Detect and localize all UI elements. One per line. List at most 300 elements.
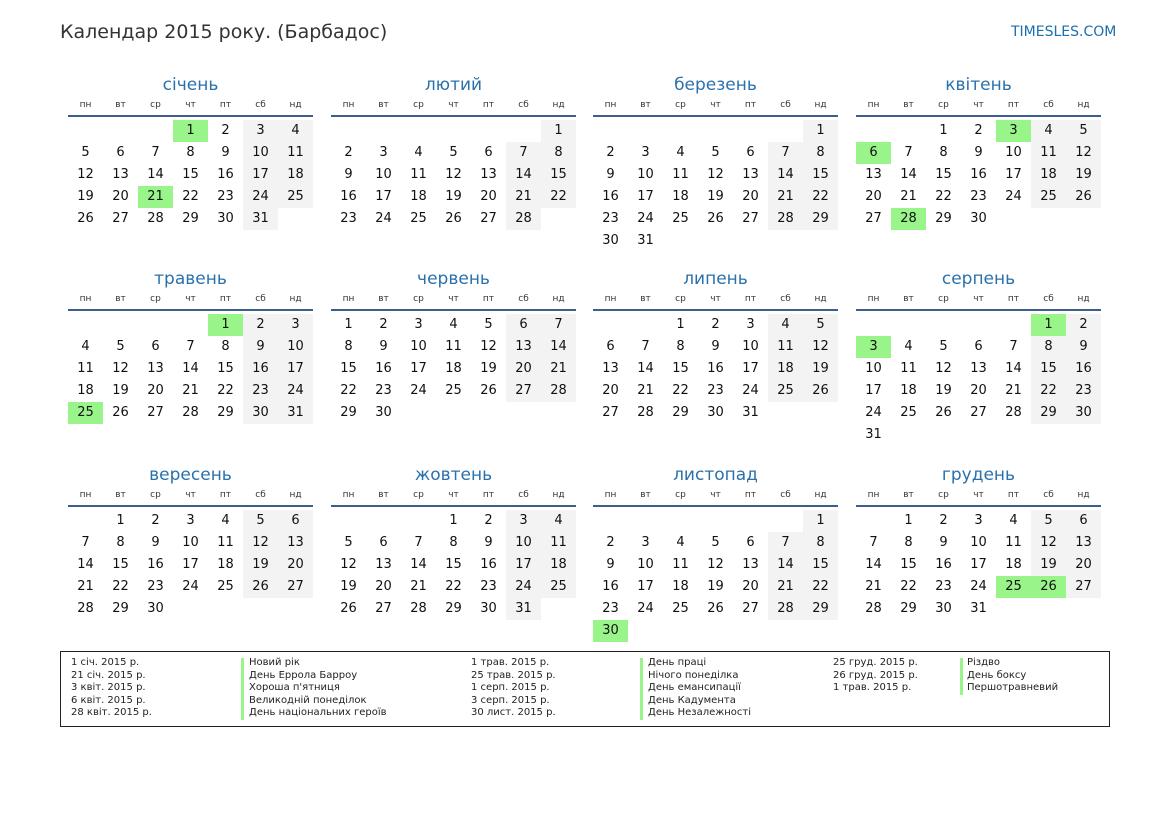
holiday-legend	[60, 651, 1110, 727]
weekday-label: нд	[289, 294, 302, 304]
day-cell: 29	[803, 208, 838, 230]
holiday-day-cell: 21	[138, 186, 173, 208]
day-cell: 12	[243, 532, 278, 554]
weekday-header	[331, 294, 576, 308]
day-cell: 20	[480, 189, 497, 204]
legend-date: 1 трав. 2015 р.	[471, 657, 550, 668]
legend-date: 6 квіт. 2015 р.	[71, 694, 146, 706]
day-cell: 9	[974, 145, 983, 160]
month-divider	[856, 505, 1101, 507]
month-divider	[68, 309, 313, 311]
day-cell: 3	[974, 513, 983, 528]
day-cell: 19	[707, 579, 724, 594]
day-cell: 2	[221, 123, 230, 138]
weekday-label: ср	[938, 294, 949, 304]
day-cell: 10	[742, 339, 759, 354]
day-cell: 11	[77, 361, 94, 376]
day-cell: 9	[243, 336, 278, 358]
legend-date: 21 січ. 2015 р.	[71, 669, 146, 681]
weekday-label: сб	[255, 490, 266, 500]
day-cell: 21	[637, 383, 654, 398]
day-cell: 12	[1031, 532, 1066, 554]
day-cell: 22	[340, 383, 357, 398]
legend-date: 3 серп. 2015 р.	[471, 694, 550, 706]
day-cell: 3	[278, 314, 313, 336]
day-cell: 15	[672, 361, 689, 376]
day-cell: 5	[1031, 510, 1066, 532]
holiday-day-cell: 25	[996, 576, 1031, 598]
weekday-label: вт	[378, 100, 389, 110]
legend-holiday-name: День національних героїв	[249, 707, 387, 719]
day-cell: 24	[182, 579, 199, 594]
day-cell: 8	[541, 142, 576, 164]
day-cell: 26	[803, 380, 838, 402]
month-divider	[593, 505, 838, 507]
weekday-label: пн	[342, 294, 355, 304]
day-cell: 17	[375, 189, 392, 204]
day-cell: 14	[768, 554, 803, 576]
day-cell: 10	[375, 167, 392, 182]
day-cell: 18	[1031, 164, 1066, 186]
day-cell: 9	[711, 339, 720, 354]
holiday-day-cell: 25	[68, 402, 103, 424]
legend-marker-3	[960, 658, 963, 695]
weekday-label: пт	[744, 294, 757, 304]
day-cell: 7	[151, 145, 160, 160]
day-cell: 8	[1031, 336, 1066, 358]
day-cell: 31	[865, 427, 882, 442]
day-cell: 7	[186, 339, 195, 354]
weekday-label: ср	[413, 100, 424, 110]
month-name: червень	[417, 269, 490, 289]
weekday-label: пт	[219, 490, 232, 500]
weekday-header	[68, 100, 313, 114]
day-cell: 22	[803, 186, 838, 208]
day-cell: 21	[541, 358, 576, 380]
day-cell: 4	[1009, 513, 1018, 528]
day-cell: 20	[1066, 554, 1101, 576]
day-cell: 10	[637, 557, 654, 572]
day-cell: 29	[1031, 402, 1066, 424]
day-cell: 12	[1066, 142, 1101, 164]
day-cell: 18	[1005, 557, 1022, 572]
day-cell: 23	[375, 383, 392, 398]
weekday-label: ср	[413, 294, 424, 304]
weekday-label: нд	[552, 100, 565, 110]
day-cell: 13	[506, 336, 541, 358]
day-cell: 10	[637, 167, 654, 182]
weekday-label: чт	[710, 100, 721, 110]
day-cell: 10	[1005, 145, 1022, 160]
day-cell: 18	[445, 361, 462, 376]
day-cell: 22	[672, 383, 689, 398]
day-cell: 29	[935, 211, 952, 226]
month-name: серпень	[941, 269, 1016, 289]
day-cell: 6	[974, 339, 983, 354]
day-cell: 11	[768, 336, 803, 358]
weekday-label: ср	[938, 490, 949, 500]
day-cell: 4	[904, 339, 913, 354]
legend-date: 25 трав. 2015 р.	[471, 669, 556, 681]
day-cell: 2	[606, 535, 615, 550]
legend-holiday-name: День праці	[648, 657, 707, 668]
day-cell: 23	[602, 601, 619, 616]
legend-dates-1	[71, 657, 152, 720]
day-cell: 15	[182, 167, 199, 182]
day-cell: 4	[676, 535, 685, 550]
legend-date: 25 груд. 2015 р.	[833, 657, 918, 668]
day-cell: 3	[243, 120, 278, 142]
legend-names-3	[967, 657, 1058, 695]
day-cell: 23	[707, 383, 724, 398]
legend-holiday-name: День Кадумента	[648, 694, 736, 706]
holiday-day-cell: 3	[996, 120, 1031, 142]
month-divider	[593, 309, 838, 311]
day-cell: 16	[480, 557, 497, 572]
legend-holiday-name: Хороша п'ятниця	[249, 682, 340, 694]
legend-holiday-name: Різдво	[967, 657, 1001, 668]
day-cell: 2	[344, 145, 353, 160]
day-cell: 5	[803, 314, 838, 336]
legend-holiday-name: Нічого понеділка	[648, 669, 739, 681]
day-cell: 5	[344, 535, 353, 550]
day-cell: 13	[970, 361, 987, 376]
day-cell: 23	[935, 579, 952, 594]
day-cell: 19	[445, 189, 462, 204]
day-cell: 4	[221, 513, 230, 528]
weekday-label: сб	[255, 294, 266, 304]
day-cell: 9	[344, 167, 353, 182]
day-cell: 27	[506, 380, 541, 402]
day-cell: 17	[506, 554, 541, 576]
day-cell: 10	[865, 361, 882, 376]
day-cell: 5	[81, 145, 90, 160]
holiday-day-cell: 30	[593, 620, 628, 642]
day-cell: 1	[116, 513, 125, 528]
weekday-label: пт	[744, 490, 757, 500]
weekday-label: нд	[1077, 294, 1090, 304]
day-cell: 2	[243, 314, 278, 336]
day-cell: 23	[480, 579, 497, 594]
day-cell: 12	[935, 361, 952, 376]
day-cell: 26	[480, 383, 497, 398]
day-cell: 22	[935, 189, 952, 204]
day-cell: 5	[711, 145, 720, 160]
day-cell: 28	[637, 405, 654, 420]
legend-holiday-name: Першотравневий	[967, 682, 1059, 694]
day-cell: 29	[900, 601, 917, 616]
weekday-label: нд	[289, 490, 302, 500]
day-cell: 1	[541, 120, 576, 142]
month-divider	[331, 309, 576, 311]
legend-names-2	[648, 657, 751, 720]
day-cell: 19	[77, 189, 94, 204]
month-name: грудень	[941, 465, 1016, 485]
weekday-label: вт	[903, 294, 914, 304]
weekday-label: нд	[1077, 100, 1090, 110]
day-cell: 19	[112, 383, 129, 398]
day-cell: 12	[112, 361, 129, 376]
day-cell: 18	[410, 189, 427, 204]
day-cell: 5	[116, 339, 125, 354]
weekday-label: вт	[115, 294, 126, 304]
day-cell: 10	[243, 142, 278, 164]
day-cell: 28	[147, 211, 164, 226]
day-cell: 12	[77, 167, 94, 182]
day-cell: 12	[707, 167, 724, 182]
day-cell: 25	[672, 211, 689, 226]
day-cell: 13	[375, 557, 392, 572]
legend-date: 30 лист. 2015 р.	[471, 707, 556, 719]
day-cell: 27	[602, 405, 619, 420]
day-cell: 28	[1005, 405, 1022, 420]
month-name: липень	[683, 269, 748, 289]
weekday-label: пт	[1007, 294, 1020, 304]
day-cell: 14	[147, 167, 164, 182]
day-cell: 26	[112, 405, 129, 420]
legend-date: 26 груд. 2015 р.	[833, 669, 918, 681]
day-cell: 20	[375, 579, 392, 594]
day-cell: 18	[541, 554, 576, 576]
day-cell: 20	[742, 579, 759, 594]
weekday-label: пн	[342, 490, 355, 500]
day-cell: 6	[151, 339, 160, 354]
day-cell: 19	[935, 383, 952, 398]
day-cell: 18	[77, 383, 94, 398]
weekday-label: вт	[115, 100, 126, 110]
day-cell: 13	[602, 361, 619, 376]
day-cell: 9	[606, 167, 615, 182]
weekday-label: пн	[342, 100, 355, 110]
day-cell: 21	[1005, 383, 1022, 398]
day-cell: 31	[506, 598, 541, 620]
day-cell: 21	[900, 189, 917, 204]
weekday-label: вт	[640, 294, 651, 304]
weekday-label: чт	[973, 490, 984, 500]
day-cell: 4	[278, 120, 313, 142]
day-cell: 30	[243, 402, 278, 424]
day-cell: 4	[81, 339, 90, 354]
day-cell: 24	[637, 211, 654, 226]
day-cell: 25	[217, 579, 234, 594]
day-cell: 6	[116, 145, 125, 160]
legend-holiday-name: День емансипації	[648, 682, 741, 694]
weekday-label: вт	[640, 490, 651, 500]
weekday-label: пн	[604, 294, 617, 304]
day-cell: 8	[803, 142, 838, 164]
day-cell: 11	[672, 557, 689, 572]
legend-holiday-name: День боксу	[967, 669, 1027, 681]
day-cell: 6	[278, 510, 313, 532]
day-cell: 11	[900, 361, 917, 376]
day-cell: 23	[147, 579, 164, 594]
day-cell: 7	[414, 535, 423, 550]
day-cell: 19	[480, 361, 497, 376]
day-cell: 23	[602, 211, 619, 226]
day-cell: 19	[340, 579, 357, 594]
day-cell: 17	[278, 358, 313, 380]
day-cell: 14	[637, 361, 654, 376]
weekday-label: сб	[255, 100, 266, 110]
brand-link[interactable]: TIMESLES.COM	[1011, 24, 1117, 40]
month-divider	[68, 115, 313, 117]
day-cell: 24	[970, 579, 987, 594]
day-cell: 11	[410, 167, 427, 182]
day-cell: 29	[182, 211, 199, 226]
day-cell: 22	[445, 579, 462, 594]
day-cell: 7	[506, 142, 541, 164]
day-cell: 19	[707, 189, 724, 204]
day-cell: 7	[768, 532, 803, 554]
day-cell: 6	[506, 314, 541, 336]
legend-date: 1 січ. 2015 р.	[71, 657, 140, 668]
day-cell: 14	[1005, 361, 1022, 376]
day-cell: 30	[375, 405, 392, 420]
day-cell: 8	[939, 145, 948, 160]
weekday-label: чт	[710, 490, 721, 500]
day-cell: 18	[217, 557, 234, 572]
day-cell: 10	[506, 532, 541, 554]
weekday-label: сб	[518, 490, 529, 500]
day-cell: 13	[865, 167, 882, 182]
day-cell: 29	[672, 405, 689, 420]
day-cell: 14	[77, 557, 94, 572]
day-cell: 16	[602, 189, 619, 204]
day-cell: 20	[865, 189, 882, 204]
weekday-label: нд	[552, 294, 565, 304]
weekday-label: ср	[150, 490, 161, 500]
day-cell: 19	[243, 554, 278, 576]
day-cell: 26	[243, 576, 278, 598]
legend-date: 3 квіт. 2015 р.	[71, 682, 146, 694]
day-cell: 7	[869, 535, 878, 550]
month-name: січень	[162, 75, 219, 95]
day-cell: 4	[541, 510, 576, 532]
day-cell: 8	[803, 532, 838, 554]
day-cell: 2	[151, 513, 160, 528]
day-cell: 25	[410, 211, 427, 226]
day-cell: 1	[803, 120, 838, 142]
day-cell: 8	[186, 145, 195, 160]
day-cell: 11	[278, 142, 313, 164]
day-cell: 7	[768, 142, 803, 164]
month-divider	[593, 115, 838, 117]
day-cell: 1	[904, 513, 913, 528]
day-cell: 15	[112, 557, 129, 572]
day-cell: 17	[865, 383, 882, 398]
day-cell: 24	[375, 211, 392, 226]
weekday-header	[593, 100, 838, 114]
day-cell: 22	[900, 579, 917, 594]
holiday-day-cell: 1	[173, 120, 208, 142]
weekday-label: ср	[675, 100, 686, 110]
weekday-label: ср	[150, 294, 161, 304]
weekday-label: пт	[219, 100, 232, 110]
weekday-label: вт	[378, 294, 389, 304]
day-cell: 25	[278, 186, 313, 208]
day-cell: 18	[278, 164, 313, 186]
day-cell: 25	[672, 601, 689, 616]
day-cell: 27	[112, 211, 129, 226]
day-cell: 3	[746, 317, 755, 332]
month-name: жовтень	[414, 465, 493, 485]
day-cell: 11	[672, 167, 689, 182]
day-cell: 1	[939, 123, 948, 138]
day-cell: 11	[217, 535, 234, 550]
day-cell: 2	[379, 317, 388, 332]
day-cell: 21	[865, 579, 882, 594]
day-cell: 11	[541, 532, 576, 554]
day-cell: 28	[77, 601, 94, 616]
weekday-label: пт	[744, 100, 757, 110]
weekday-label: пн	[79, 100, 92, 110]
day-cell: 3	[506, 510, 541, 532]
weekday-header	[68, 490, 313, 504]
day-cell: 19	[1031, 554, 1066, 576]
day-cell: 14	[865, 557, 882, 572]
legend-dates-2	[471, 657, 556, 720]
weekday-label: нд	[289, 100, 302, 110]
legend-marker-1	[241, 658, 244, 720]
day-cell: 21	[182, 383, 199, 398]
day-cell: 31	[742, 405, 759, 420]
weekday-label: нд	[552, 490, 565, 500]
month-divider	[331, 115, 576, 117]
day-cell: 13	[742, 167, 759, 182]
day-cell: 17	[970, 557, 987, 572]
day-cell: 18	[672, 189, 689, 204]
day-cell: 12	[803, 336, 838, 358]
day-cell: 1	[676, 317, 685, 332]
day-cell: 31	[278, 402, 313, 424]
day-cell: 5	[1066, 120, 1101, 142]
day-cell: 20	[147, 383, 164, 398]
day-cell: 16	[1066, 358, 1101, 380]
day-cell: 22	[541, 186, 576, 208]
day-cell: 6	[379, 535, 388, 550]
month-divider	[331, 505, 576, 507]
day-cell: 20	[278, 554, 313, 576]
holiday-day-cell: 28	[891, 208, 926, 230]
day-cell: 4	[768, 314, 803, 336]
weekday-label: пн	[867, 100, 880, 110]
day-cell: 30	[970, 211, 987, 226]
day-cell: 26	[445, 211, 462, 226]
weekday-label: чт	[710, 294, 721, 304]
day-cell: 21	[77, 579, 94, 594]
month-name: вересень	[149, 465, 232, 485]
day-cell: 21	[768, 576, 803, 598]
day-cell: 28	[865, 601, 882, 616]
legend-date: 28 квіт. 2015 р.	[71, 707, 152, 719]
day-cell: 25	[541, 576, 576, 598]
day-cell: 8	[221, 339, 230, 354]
day-cell: 16	[217, 167, 234, 182]
weekday-header	[68, 294, 313, 308]
day-cell: 13	[278, 532, 313, 554]
weekday-label: вт	[640, 100, 651, 110]
day-cell: 7	[904, 145, 913, 160]
day-cell: 8	[904, 535, 913, 550]
weekday-label: пн	[604, 490, 617, 500]
day-cell: 6	[606, 339, 615, 354]
day-cell: 13	[147, 361, 164, 376]
legend-date: 1 серп. 2015 р.	[471, 682, 550, 694]
day-cell: 31	[243, 208, 278, 230]
weekday-label: чт	[448, 100, 459, 110]
day-cell: 6	[484, 145, 493, 160]
day-cell: 15	[803, 554, 838, 576]
